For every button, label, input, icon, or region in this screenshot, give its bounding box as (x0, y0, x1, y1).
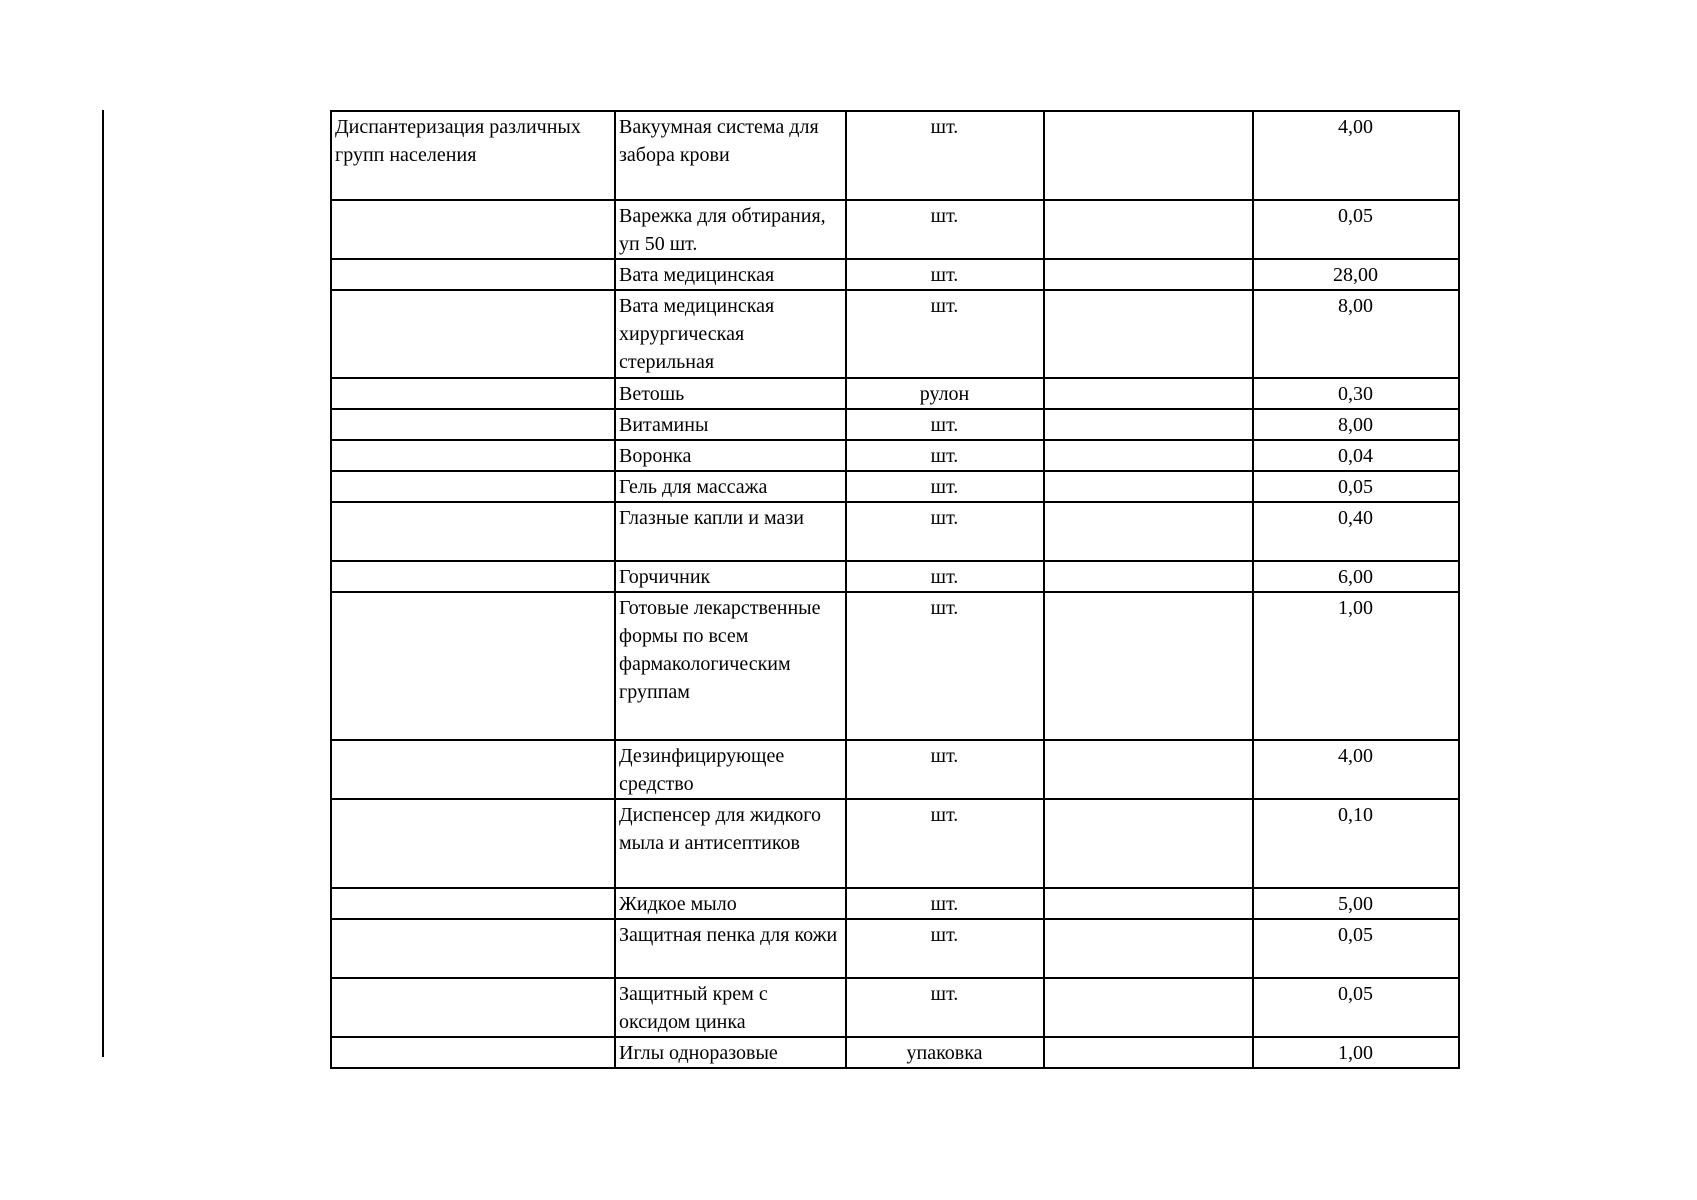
quantity-cell: 8,00 (1253, 290, 1459, 378)
unit-cell: шт. (846, 978, 1044, 1037)
empty-cell (1044, 888, 1253, 919)
table-row (331, 592, 1459, 740)
table-body (331, 111, 1459, 1068)
unit-cell: шт. (846, 471, 1044, 502)
group-cell (331, 1037, 615, 1068)
group-cell (331, 290, 615, 378)
unit-cell: шт. (846, 409, 1044, 440)
unit-cell: шт. (846, 799, 1044, 888)
group-cell (331, 740, 615, 799)
unit-cell: шт. (846, 561, 1044, 592)
table-row (331, 888, 1459, 919)
quantity-cell: 8,00 (1253, 409, 1459, 440)
table-row (331, 409, 1459, 440)
group-cell (331, 919, 615, 978)
quantity-cell: 0,10 (1253, 799, 1459, 888)
quantity-cell: 0,04 (1253, 440, 1459, 471)
quantity-cell: 5,00 (1253, 888, 1459, 919)
supplies-table (330, 110, 1460, 1069)
item-name-cell: Защитный крем с оксидом цинка (615, 978, 846, 1037)
empty-cell (1044, 259, 1253, 290)
unit-cell: упаковка (846, 1037, 1044, 1068)
quantity-cell: 0,30 (1253, 378, 1459, 409)
unit-cell: шт. (846, 502, 1044, 561)
empty-cell (1044, 799, 1253, 888)
empty-cell (1044, 409, 1253, 440)
item-name-cell: Дезинфицирующее средство (615, 740, 846, 799)
quantity-cell: 1,00 (1253, 1037, 1459, 1068)
quantity-cell: 0,05 (1253, 919, 1459, 978)
empty-cell (1044, 471, 1253, 502)
table-row (331, 978, 1459, 1037)
table-row (331, 378, 1459, 409)
item-name-cell: Варежка для обтирания, уп 50 шт. (615, 200, 846, 259)
group-cell (331, 502, 615, 561)
quantity-cell: 6,00 (1253, 561, 1459, 592)
item-name-cell: Ветошь (615, 378, 846, 409)
quantity-cell: 4,00 (1253, 111, 1459, 200)
item-name-cell: Вакуумная система для забора крови (615, 111, 846, 200)
empty-cell (1044, 978, 1253, 1037)
group-cell: Диспантеризация различных групп населения (331, 111, 615, 200)
table-row (331, 440, 1459, 471)
item-name-cell: Вата медицинская (615, 259, 846, 290)
unit-cell: шт. (846, 290, 1044, 378)
quantity-cell: 0,05 (1253, 200, 1459, 259)
empty-cell (1044, 1037, 1253, 1068)
item-name-cell: Горчичник (615, 561, 846, 592)
table-row (331, 799, 1459, 888)
item-name-cell: Вата медицинская хирургическая стерильная (615, 290, 846, 378)
group-cell (331, 592, 615, 740)
table-row (331, 740, 1459, 799)
unit-cell: шт. (846, 919, 1044, 978)
unit-cell: рулон (846, 378, 1044, 409)
table-row (331, 111, 1459, 200)
item-name-cell: Жидкое мыло (615, 888, 846, 919)
empty-cell (1044, 290, 1253, 378)
empty-cell (1044, 740, 1253, 799)
unit-cell: шт. (846, 592, 1044, 740)
quantity-cell: 0,05 (1253, 978, 1459, 1037)
table-row (331, 200, 1459, 259)
quantity-cell: 1,00 (1253, 592, 1459, 740)
item-name-cell: Готовые лекарственные формы по всем фармакологическим группам (615, 592, 846, 740)
group-cell (331, 378, 615, 409)
left-margin-line (102, 110, 104, 1057)
item-name-cell: Воронка (615, 440, 846, 471)
item-name-cell: Гель для массажа (615, 471, 846, 502)
item-name-cell: Витамины (615, 409, 846, 440)
unit-cell: шт. (846, 259, 1044, 290)
empty-cell (1044, 440, 1253, 471)
item-name-cell: Иглы одноразовые (615, 1037, 846, 1068)
group-cell (331, 978, 615, 1037)
unit-cell: шт. (846, 111, 1044, 200)
empty-cell (1044, 200, 1253, 259)
quantity-cell: 4,00 (1253, 740, 1459, 799)
group-cell (331, 888, 615, 919)
table-row (331, 919, 1459, 978)
table-row (331, 561, 1459, 592)
empty-cell (1044, 592, 1253, 740)
group-cell (331, 259, 615, 290)
item-name-cell: Защитная пенка для кожи (615, 919, 846, 978)
unit-cell: шт. (846, 200, 1044, 259)
table-row (331, 290, 1459, 378)
item-name-cell: Глазные капли и мази (615, 502, 846, 561)
group-cell (331, 440, 615, 471)
unit-cell: шт. (846, 740, 1044, 799)
table-row (331, 502, 1459, 561)
empty-cell (1044, 111, 1253, 200)
unit-cell: шт. (846, 440, 1044, 471)
quantity-cell: 0,05 (1253, 471, 1459, 502)
empty-cell (1044, 919, 1253, 978)
quantity-cell: 0,40 (1253, 502, 1459, 561)
group-cell (331, 561, 615, 592)
group-cell (331, 200, 615, 259)
group-cell (331, 471, 615, 502)
empty-cell (1044, 561, 1253, 592)
group-cell (331, 409, 615, 440)
group-cell (331, 799, 615, 888)
unit-cell: шт. (846, 888, 1044, 919)
empty-cell (1044, 502, 1253, 561)
item-name-cell: Диспенсер для жидкого мыла и антисептиков (615, 799, 846, 888)
empty-cell (1044, 378, 1253, 409)
table-row (331, 1037, 1459, 1068)
table-row (331, 471, 1459, 502)
quantity-cell: 28,00 (1253, 259, 1459, 290)
table-row (331, 259, 1459, 290)
